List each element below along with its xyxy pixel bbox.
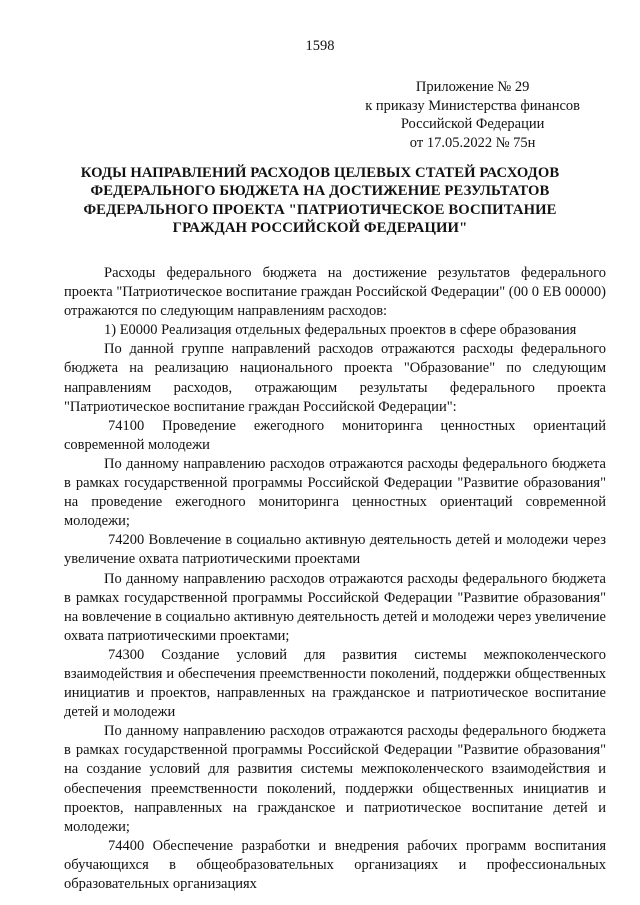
document-body [64, 264, 606, 894]
group-description: По данной группе направлений расходов отражаются расходы федерального бюджета на реализацию национального проекта "Образование" по следующим направлениям расходов, отражающим результаты федерального проекта "Патриотическое воспитание граждан Российской Федерации": [64, 341, 606, 415]
intro-paragraph: Расходы федерального бюджета на достижение результатов федерального проекта "Патриотическое воспитание граждан Российской Федерации" (00 0 ЕВ 00000) отражаются по следующим направлениям расходов: [64, 265, 606, 320]
code-74100-description: По данному направлению расходов отражаются расходы федерального бюджета в рамках государственной программы Российской Федерации "Развитие образования" на проведение ежегодного мониторинга ценностных ориентаций современной молодежи; [64, 455, 606, 530]
code-74100-heading: 74100 Проведение ежегодного мониторинга ценностных ориентаций современной молодежи [64, 417, 606, 453]
document-title: КОДЫ НАПРАВЛЕНИЙ РАСХОДОВ ЦЕЛЕВЫХ СТАТЕЙ РАСХОДОВ ФЕДЕРАЛЬНОГО БЮДЖЕТА НА ДОСТИЖЕНИЕ РЕЗУЛЬТАТОВ ФЕДЕРАЛЬНОГО ПРОЕКТА "ПАТРИОТИЧЕСКОЕ ВОСПИТАНИЕ ГРАЖДАН РОССИЙСКОЙ ФЕДЕРАЦИИ" [80, 165, 560, 237]
page-number: 1598 [305, 38, 335, 54]
group-heading: 1) Е0000 Реализация отдельных федеральных проектов в сфере образования [104, 322, 577, 339]
code-74300-heading: 74300 Создание условий для развития системы межпоколенческого взаимодействия и обеспечения преемственности поколений, поддержки общественных инициатив и проектов, направленных на гражданское и патриотическое воспитание детей и молодежи [64, 646, 606, 721]
appendix-header [365, 78, 580, 152]
appendix-order: к приказу Министерства финансов [365, 97, 580, 114]
code-74200-heading: 74200 Вовлечение в социально активную деятельность детей и молодежи через увеличение охвата патриотическими проектами [64, 532, 606, 568]
appendix-number: Приложение № 29 [415, 79, 530, 95]
code-74400-heading: 74400 Обеспечение разработки и внедрения рабочих программ воспитания обучающихся в общеобразовательных организациях и профессиональных образовательных организациях [64, 837, 606, 892]
appendix-date: от 17.05.2022 № 75н [409, 134, 536, 151]
appendix-ministry: Российской Федерации [400, 116, 545, 133]
code-74200-description: По данному направлению расходов отражаются расходы федерального бюджета в рамках государственной программы Российской Федерации "Развитие образования" на вовлечение в социально активную деятельность детей и молодежи через увеличение охвата патриотическими проектами; [64, 570, 606, 644]
code-74300-description: По данному направлению расходов отражаются расходы федерального бюджета в рамках государственной программы Российской Федерации "Развитие образования" на создание условий для развития системы межпоколенческого взаимодействия и обеспечения преемственности поколений, поддержки общественных инициатив и проектов, направленных на гражданское и патриотическое воспитание детей и молодежи; [64, 723, 606, 835]
